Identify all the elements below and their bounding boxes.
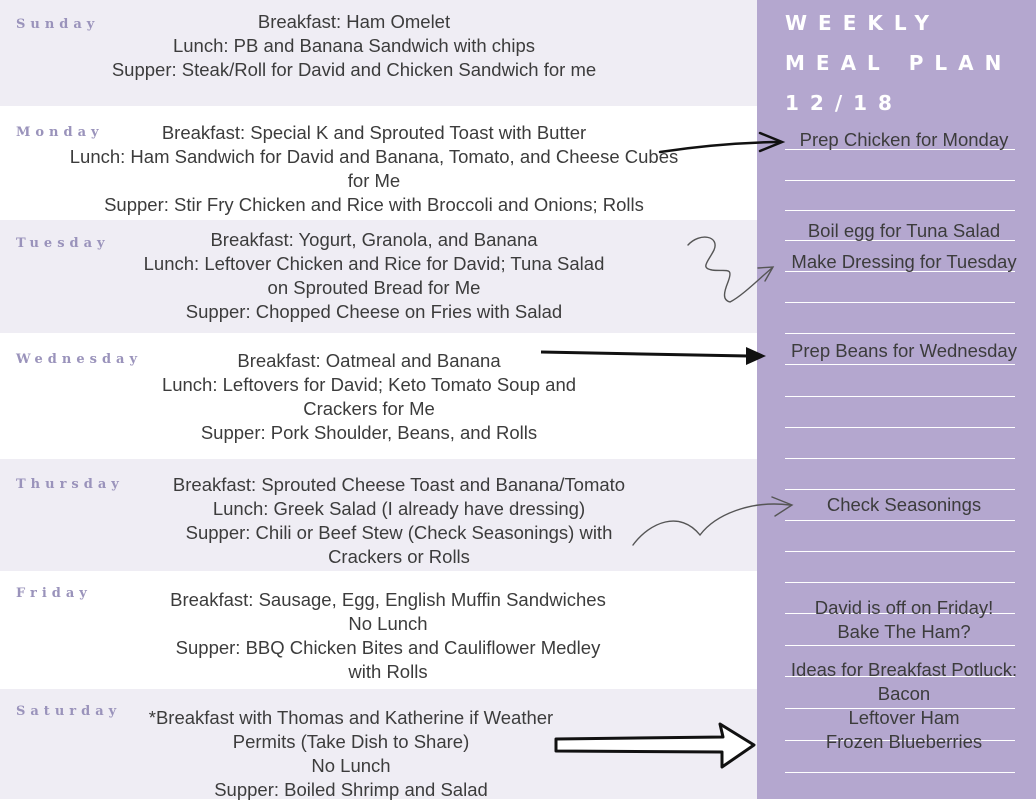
meal-line: Supper: Boiled Shrimp and Salad [214,779,488,800]
meal-line: Supper: BBQ Chicken Bites and Cauliflower Medley [175,637,601,658]
note-line: Check Seasonings [826,494,982,515]
meal-line: No Lunch [348,613,428,634]
note-line: Boil egg for Tuna Salad [807,220,1001,241]
day-label: Monday [16,125,104,140]
meal-line: Breakfast: Ham Omelet [257,11,451,32]
day-label: Wednesday [16,352,143,367]
meal-line: *Breakfast with Thomas and Katherine if Weather [148,707,554,728]
meal-line: Supper: Pork Shoulder, Beans, and Rolls [200,422,538,443]
title-line: 12/18 [785,91,903,115]
meal-line: Breakfast: Yogurt, Granola, and Banana [210,229,538,250]
note-line: Frozen Blueberries [825,731,983,752]
note-line: Leftover Ham [848,707,960,728]
meal-line: Breakfast: Special K and Sprouted Toast with Butter [161,122,587,143]
meal-line: No Lunch [311,755,391,776]
note-line: Ideas for Breakfast Potluck: [790,659,1018,680]
day-label: Tuesday [16,236,110,251]
note-line: Bake The Ham? [837,621,971,642]
note-line: Bacon [877,683,931,704]
meal-line: Breakfast: Oatmeal and Banana [237,350,501,371]
meal-line: Supper: Steak/Roll for David and Chicken Sandwich for me [111,59,597,80]
meal-line: on Sprouted Bread for Me [267,277,481,298]
meal-line: Breakfast: Sausage, Egg, English Muffin Sandwiches [170,589,606,610]
meal-line: Supper: Stir Fry Chicken and Rice with Broccoli and Onions; Rolls [104,194,644,215]
curved-arrow-thursday-icon [633,497,792,545]
meal-line: Breakfast: Sprouted Cheese Toast and Banana/Tomato [172,474,626,495]
day-label: Saturday [16,704,122,719]
note-line: David is off on Friday! [814,597,994,618]
squiggle-arrow-tuesday-icon [688,237,773,302]
meal-line: Crackers for Me [303,398,435,419]
note-line: Make Dressing for Tuesday [791,251,1017,272]
day-label: Thursday [16,477,124,492]
meal-line: for Me [347,170,401,191]
title-line: WEEKLY [785,11,940,35]
meal-line: Lunch: Leftover Chicken and Rice for David; Tuna Salad [143,253,605,274]
meal-line: Supper: Chopped Cheese on Fries with Salad [185,301,563,322]
day-label: Sunday [16,17,100,32]
meal-line: with Rolls [348,661,428,682]
outline-arrow-saturday-icon [556,724,754,767]
arrow-monday-icon [660,133,782,152]
arrow-wednesday-icon [541,347,766,365]
meal-line: Supper: Chili or Beef Stew (Check Seasonings) with [185,522,613,543]
meal-line: Lunch: Greek Salad (I already have dressing) [212,498,586,519]
meal-line: Lunch: Leftovers for David; Keto Tomato Soup and [161,374,577,395]
meal-line: Lunch: Ham Sandwich for David and Banana, Tomato, and Cheese Cubes [69,146,679,167]
day-label: Friday [16,586,92,601]
meal-line: Crackers or Rolls [328,546,470,567]
title-line: MEAL PLAN [785,51,1013,75]
meal-line: Permits (Take Dish to Share) [232,731,470,752]
note-line: Prep Beans for Wednesday [791,340,1017,361]
meal-line: Lunch: PB and Banana Sandwich with chips [172,35,535,56]
note-line: Prep Chicken for Monday [799,129,1009,150]
